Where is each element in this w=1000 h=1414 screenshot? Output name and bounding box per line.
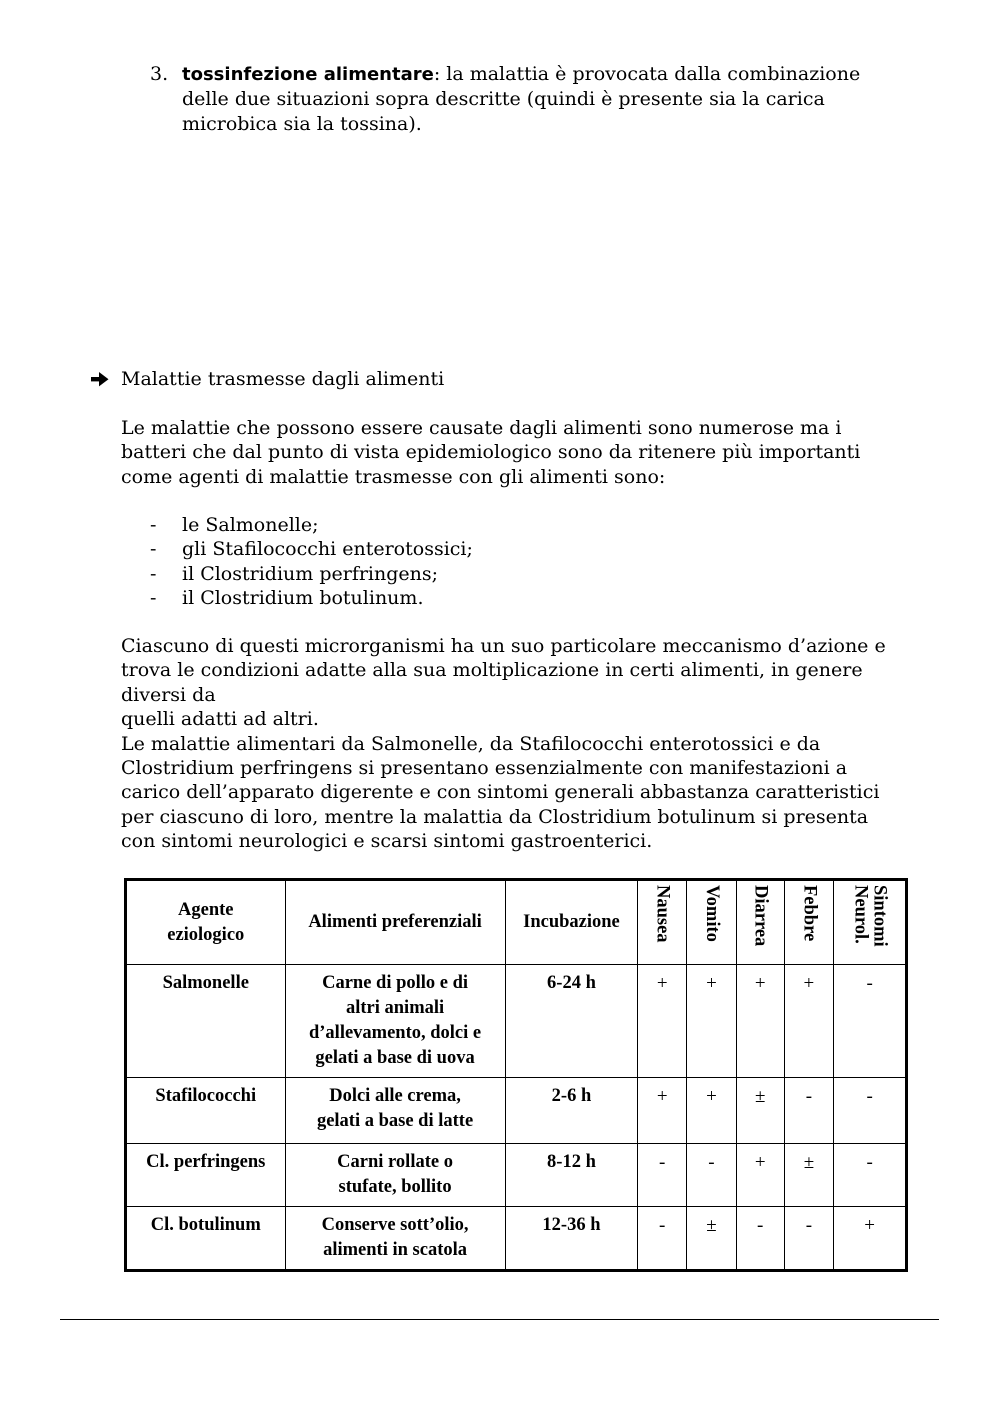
table-header-row (126, 880, 907, 965)
cell-incubation: 12-36 h (505, 1207, 638, 1271)
cell-symptom: ± (687, 1207, 737, 1271)
list-number: 3. (150, 63, 169, 85)
footer-divider (60, 1319, 939, 1320)
intro-paragraph (121, 416, 941, 489)
list-item-text (182, 62, 902, 136)
header-agent (126, 880, 286, 965)
list-item-text: il Clostridium botulinum. (182, 587, 424, 610)
cell-symptom: ± (784, 1144, 834, 1207)
table-row (126, 1144, 907, 1207)
cell-line: gelati a base di latte (316, 1111, 474, 1131)
cell-symptom: ± (736, 1078, 784, 1144)
cell-agent: Salmonelle (126, 965, 286, 1078)
table-row (126, 1078, 907, 1144)
cell-foods (285, 1078, 505, 1144)
cell-symptom: - (687, 1144, 737, 1207)
cell-symptom: - (736, 1207, 784, 1271)
cell-symptom: - (638, 1144, 687, 1207)
cell-line: Conserve sott’olio, (321, 1215, 469, 1235)
header-sintomi-neurol (834, 880, 907, 965)
cell-line: gelati a base di uova (315, 1048, 475, 1068)
header-vomito (687, 880, 737, 965)
paragraph-line: Le malattie che possono essere causate dagli alimenti sono numerose ma i (121, 417, 842, 439)
list-item (150, 537, 850, 561)
header-text: Vomito (701, 885, 722, 942)
cell-line: alimenti in scatola (323, 1240, 467, 1260)
bacteria-list (150, 513, 850, 611)
cell-incubation: 6-24 h (505, 965, 638, 1078)
cell-symptom: + (638, 1078, 687, 1144)
cell-symptom: + (687, 1078, 737, 1144)
paragraph-line: Ciascuno di questi microrganismi ha un suo particolare meccanismo d’azione e (121, 635, 886, 657)
cell-line: Dolci alle crema, (329, 1086, 461, 1106)
cell-symptom: + (736, 965, 784, 1078)
paragraph-line: con sintomi neurologici e scarsi sintomi gastroenterici. (121, 830, 653, 853)
header-incubation: Incubazione (505, 880, 638, 965)
cell-symptom: + (638, 965, 687, 1078)
list-item-line: delle due situazioni sopra descritte (quindi è presente sia la carica (182, 88, 825, 111)
cell-foods (285, 1207, 505, 1271)
paragraph-line: trova le condizioni adatte alla sua moltiplicazione in certi alimenti, in genere (121, 659, 863, 682)
cell-agent: Cl. perfringens (126, 1144, 286, 1207)
list-item-text: gli Stafilococchi enterotossici; (182, 538, 473, 561)
cell-line: d’allevamento, dolci e (308, 1023, 482, 1043)
cell-symptom: + (784, 965, 834, 1078)
cell-agent: Stafilococchi (126, 1078, 286, 1144)
header-febbre (784, 880, 834, 965)
pathogens-table (124, 878, 908, 1272)
list-item-text: il Clostridium perfringens; (182, 562, 439, 585)
header-text-line: Neurol. (850, 885, 871, 944)
cell-incubation: 2-6 h (505, 1078, 638, 1144)
list-item (150, 513, 850, 537)
bullet-dash: - (150, 538, 157, 561)
cell-symptom: - (834, 965, 907, 1078)
cell-symptom: - (638, 1207, 687, 1271)
table-row (126, 1207, 907, 1271)
cell-symptom: + (687, 965, 737, 1078)
cell-foods (285, 965, 505, 1078)
header-text-line: Sintomi (869, 885, 890, 947)
paragraph-line: batteri che dal punto di vista epidemiologico sono da ritenere più importanti (121, 441, 861, 464)
section-heading-text: Malattie trasmesse dagli alimenti (121, 368, 445, 390)
header-text: Diarrea (750, 885, 771, 947)
cell-symptom: - (784, 1078, 834, 1144)
paragraph-line: Clostridium perfringens si presentano essenzialmente con manifestazioni a (121, 757, 848, 780)
arrow-right-icon (90, 369, 110, 389)
table-row (126, 965, 907, 1078)
list-item-line: microbica sia la tossina). (182, 112, 422, 135)
paragraph-line: carico dell’apparato digerente e con sintomi generali abbastanza caratteristici (121, 781, 880, 804)
cell-foods (285, 1144, 505, 1207)
cell-line: Carne di pollo e di (322, 973, 469, 993)
header-nausea (638, 880, 687, 965)
paragraph-line: diversi da (121, 683, 216, 706)
paragraph-line: quelli adatti ad altri. (121, 708, 319, 731)
cell-line: stufate, bollito (338, 1177, 452, 1197)
list-item (150, 562, 850, 586)
header-text: eziologico (167, 924, 245, 945)
cell-symptom: + (834, 1207, 907, 1271)
cell-symptom: + (736, 1144, 784, 1207)
bullet-dash: - (150, 514, 157, 536)
header-text: Febbre (799, 885, 820, 942)
cell-symptom: - (834, 1144, 907, 1207)
cell-incubation: 8-12 h (505, 1144, 638, 1207)
list-item-text: le Salmonelle; (182, 514, 319, 536)
cell-line: Carni rollate o (337, 1152, 453, 1172)
paragraph-line: per ciascuno di loro, mentre la malattia da Clostridium botulinum si presenta (121, 805, 869, 828)
paragraph-line: Le malattie alimentari da Salmonelle, da Stafilococchi enterotossici e da (121, 732, 821, 755)
header-text: Agente (178, 899, 234, 920)
cell-symptom: - (834, 1078, 907, 1144)
body-paragraph (121, 634, 941, 854)
list-item-line: : la malattia è provocata dalla combinazione (433, 63, 861, 85)
list-item (150, 586, 850, 610)
list-item-term: tossinfezione alimentare (182, 64, 434, 85)
cell-symptom: - (784, 1207, 834, 1271)
cell-agent: Cl. botulinum (126, 1207, 286, 1271)
header-foods: Alimenti preferenziali (285, 880, 505, 965)
header-text: Nausea (652, 885, 673, 943)
paragraph-line: come agenti di malattie trasmesse con gli alimenti sono: (121, 465, 666, 488)
cell-line: altri animali (345, 998, 445, 1018)
header-text (851, 885, 889, 947)
header-diarrea (736, 880, 784, 965)
bullet-dash: - (150, 562, 157, 585)
bullet-dash: - (150, 587, 157, 610)
